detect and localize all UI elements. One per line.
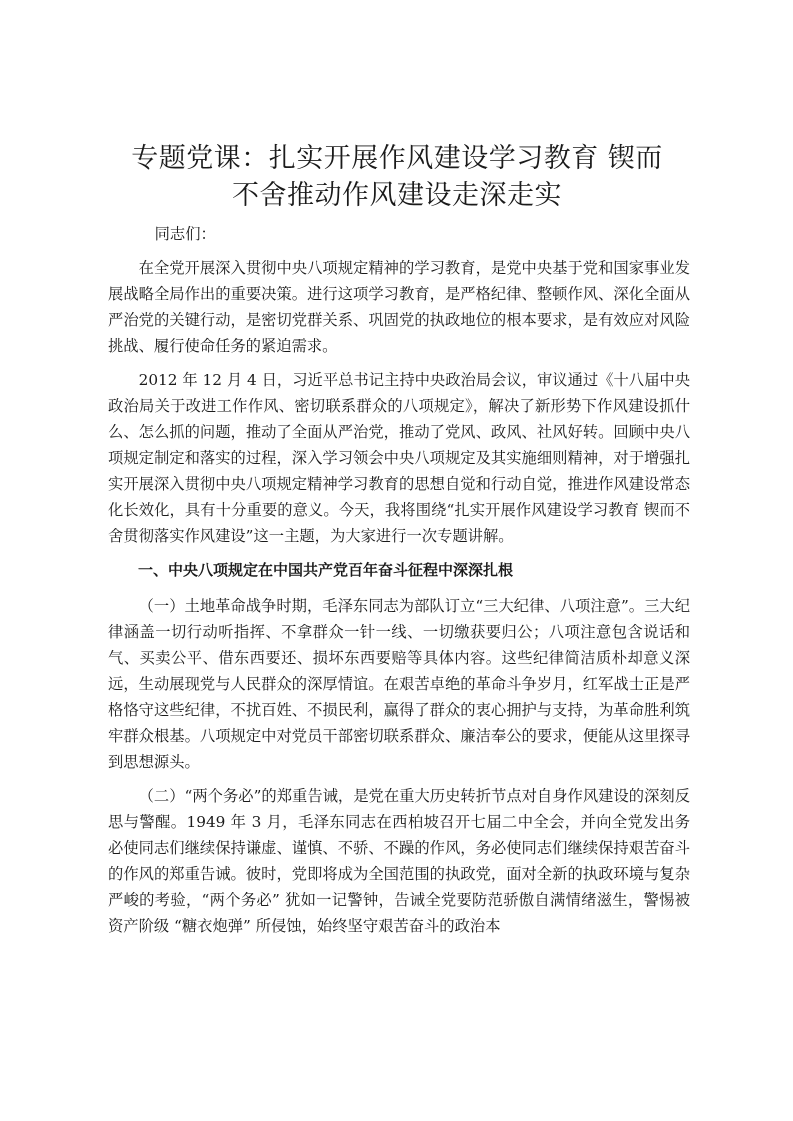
title-line-1: 专题党课：扎实开展作风建设学习教育 锲而 [131, 143, 663, 174]
paragraph-background: 2012 年 12 月 4 日，习近平总书记主持中央政治局会议，审议通过《十八届中央政治局关于改进工作作风、密切联系群众的八项规定》，解决了新形势下作风建设抓什么、怎么抓的问题，推动了全面从严治党，推动了党风、政风、社风好转。回顾中央八项规定制定和落实的过程，深入学习领会中央八项规定及其实施细则精神，对于增强扎实开展深入贯彻中央八项规定精神学习教育的思想自觉和行动自觉，推进作风建设常态化长效化，具有十分重要的意义。今天，我将围绕“扎实开展作风建设学习教育 锲而不舍贯彻落实作风建设”这一主题，为大家进行一次专题讲解。 [108, 371, 690, 545]
document-body [108, 221, 690, 947]
section-heading: 一、中央八项规定在中国共产党百年奋斗征程中深深扎根 [138, 561, 514, 579]
title-line-2: 不舍推动作风建设走深走实 [232, 180, 562, 211]
section-paragraph-1: （一）土地革命战争时期，毛泽东同志为部队订立“三大纪律、八项注意”。三大纪律涵盖一切行动听指挥、不拿群众一针一线、一切缴获要归公；八项注意包含说话和气、买卖公平、借东西要还、损坏东西要赔等具体内容。这些纪律简洁质朴却意义深远，生动展现党与人民群众的深厚情谊。在艰苦卓绝的革命斗争岁月，红军战士正是严格恪守这些纪律，不扰百姓、不损民利，赢得了群众的衷心拥护与支持，为革命胜利筑牢群众根基。八项规定中对党员干部密切联系群众、廉洁奉公的要求，便能从这里探寻到思想源头。 [108, 597, 690, 771]
document-title [108, 140, 686, 214]
salutation: 同志们： [154, 225, 216, 243]
section-paragraph-2: （二）“两个务必”的郑重告诫，是党在重大历史转折节点对自身作风建设的深刻反思与警醒。1949 年 3 月，毛泽东同志在西柏坡召开七届二中全会，并向全党发出务必使同志们继续保持谦虚、谨慎、不骄、不躁的作风，务必使同志们继续保持艰苦奋斗的作风的郑重告诫。彼时，党即将成为全国范围的执政党，面对全新的执政环境与复杂严峻的考验，“两个务必” 犹如一记警钟，告诫全党要防范骄傲自满情绪滋生，警惕被资产阶级 “糖衣炮弹” 所侵蚀，始终坚守艰苦奋斗的政治本 [108, 787, 690, 935]
paragraph-intro: 在全党开展深入贯彻中央八项规定精神的学习教育，是党中央基于党和国家事业发展战略全局作出的重要决策。进行这项学习教育，是严格纪律、整顿作风、深化全面从严治党的关键行动，是密切党群关系、巩固党的执政地位的根本要求，是有效应对风险挑战、履行使命任务的紧迫需求。 [108, 259, 690, 355]
